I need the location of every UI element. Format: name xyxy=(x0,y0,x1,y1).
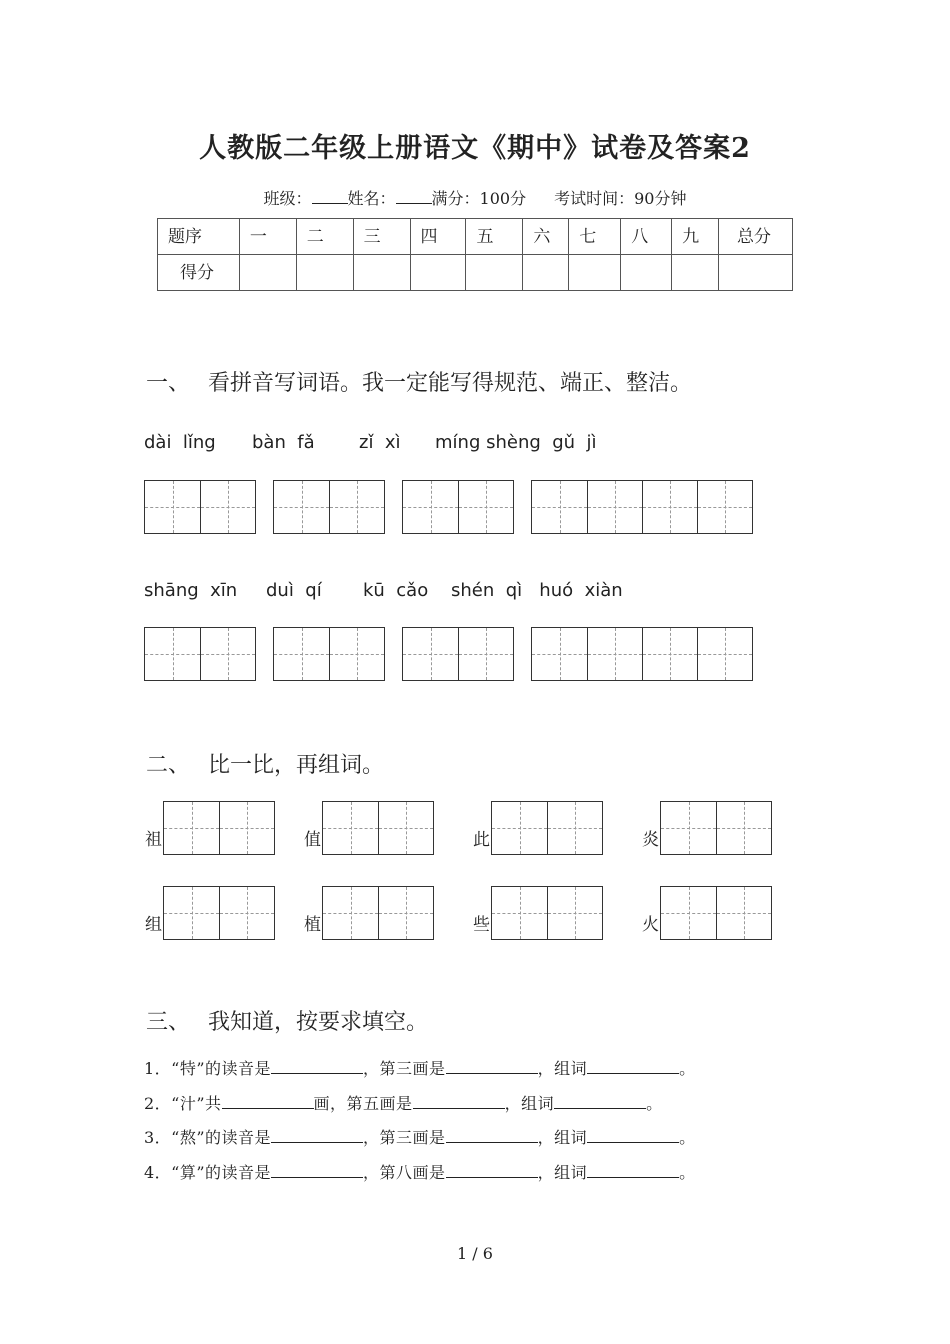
col-9: 九 xyxy=(672,219,719,255)
writing-grid[interactable] xyxy=(273,480,385,534)
compare-char: 组 xyxy=(145,915,162,935)
header-label: 题序 xyxy=(158,219,240,255)
compare-row-2 xyxy=(0,886,950,942)
section-3-number: 三、 xyxy=(146,1010,191,1035)
answer-blank[interactable] xyxy=(446,1059,538,1074)
class-label: 班级： xyxy=(263,189,312,208)
writing-grid[interactable] xyxy=(322,886,434,940)
answer-blank[interactable] xyxy=(446,1128,538,1143)
question-text: 2．“汁”共 xyxy=(144,1094,222,1113)
compare-char: 祖 xyxy=(145,830,162,850)
writing-grid[interactable] xyxy=(660,801,772,855)
score-cell[interactable] xyxy=(719,255,793,291)
question-text: 4．“算”的读音是 xyxy=(144,1163,272,1182)
writing-grid[interactable] xyxy=(531,627,753,681)
answer-blank[interactable] xyxy=(587,1163,679,1178)
question-text: ，组词 xyxy=(537,1128,588,1147)
score-cell[interactable] xyxy=(296,255,353,291)
answer-blank[interactable] xyxy=(222,1094,314,1109)
compare-char: 此 xyxy=(473,830,490,850)
answer-blank[interactable] xyxy=(271,1128,363,1143)
pinyin-4: míng shèng gǔ jì xyxy=(435,432,597,453)
score-cell[interactable] xyxy=(239,255,296,291)
score-label: 得分 xyxy=(158,255,240,291)
pinyin-8: shén qì huó xiàn xyxy=(451,580,623,601)
name-blank[interactable] xyxy=(396,189,432,204)
col-5: 五 xyxy=(466,219,523,255)
compare-char: 炎 xyxy=(642,830,659,850)
answer-blank[interactable] xyxy=(587,1059,679,1074)
col-4: 四 xyxy=(410,219,466,255)
compare-row-1 xyxy=(0,801,950,857)
answer-blank[interactable] xyxy=(271,1163,363,1178)
writing-grid[interactable] xyxy=(531,480,753,534)
pinyin-2: bàn fǎ xyxy=(252,432,315,453)
writing-grid[interactable] xyxy=(163,801,275,855)
writing-grid[interactable] xyxy=(144,627,256,681)
pinyin-7: kū cǎo xyxy=(363,580,429,601)
page-title: 人教版二年级上册语文《期中》试卷及答案2 xyxy=(199,133,751,164)
section-3-text: 我知道，按要求填空。 xyxy=(208,1010,429,1035)
score-cell[interactable] xyxy=(672,255,719,291)
writing-grid-row-1 xyxy=(0,480,950,536)
answer-blank[interactable] xyxy=(271,1059,363,1074)
question-text: ，组词 xyxy=(537,1059,588,1078)
col-3: 三 xyxy=(353,219,410,255)
section-1-text: 看拼音写词语。我一定能写得规范、端正、整洁。 xyxy=(208,371,693,396)
writing-grid[interactable] xyxy=(144,480,256,534)
compare-char: 植 xyxy=(304,915,321,935)
writing-grid[interactable] xyxy=(402,627,514,681)
col-total: 总分 xyxy=(719,219,793,255)
question-text: 。 xyxy=(679,1128,696,1147)
compare-char: 火 xyxy=(642,915,659,935)
col-1: 一 xyxy=(239,219,296,255)
fill-question-4 xyxy=(144,1160,696,1183)
col-2: 二 xyxy=(296,219,353,255)
writing-grid[interactable] xyxy=(402,480,514,534)
score-table-score-row xyxy=(158,255,793,291)
page-number: 1 / 6 xyxy=(457,1244,493,1263)
writing-grid[interactable] xyxy=(322,801,434,855)
section-2-number: 二、 xyxy=(146,753,191,778)
class-blank[interactable] xyxy=(312,189,348,204)
section-1-number: 一、 xyxy=(146,371,191,396)
col-7: 七 xyxy=(569,219,621,255)
exam-info xyxy=(0,186,950,209)
question-text: ，组词 xyxy=(537,1163,588,1182)
answer-blank[interactable] xyxy=(413,1094,505,1109)
question-text: 1．“特”的读音是 xyxy=(144,1059,272,1078)
answer-blank[interactable] xyxy=(587,1128,679,1143)
section-3-heading xyxy=(146,1005,428,1036)
question-text: ，第三画是 xyxy=(363,1059,446,1078)
answer-blank[interactable] xyxy=(554,1094,646,1109)
answer-blank[interactable] xyxy=(446,1163,538,1178)
question-text: 3．“熬”的读音是 xyxy=(144,1128,272,1147)
score-table-header-row xyxy=(158,219,793,255)
score-cell[interactable] xyxy=(353,255,410,291)
full-score: 满分：100分 xyxy=(431,189,527,208)
fill-question-3 xyxy=(144,1125,696,1148)
fill-question-1 xyxy=(144,1056,696,1079)
score-cell[interactable] xyxy=(621,255,672,291)
question-text: 。 xyxy=(679,1059,696,1078)
name-label: 姓名： xyxy=(347,189,396,208)
score-cell[interactable] xyxy=(410,255,466,291)
section-2-text: 比一比，再组词。 xyxy=(208,753,385,778)
compare-char: 些 xyxy=(473,915,490,935)
question-text: ，第八画是 xyxy=(363,1163,446,1182)
col-6: 六 xyxy=(523,219,569,255)
score-cell[interactable] xyxy=(569,255,621,291)
question-text: 。 xyxy=(679,1163,696,1182)
score-cell[interactable] xyxy=(523,255,569,291)
exam-time: 考试时间：90分钟 xyxy=(554,189,687,208)
compare-char: 值 xyxy=(304,830,321,850)
col-8: 八 xyxy=(621,219,672,255)
writing-grid[interactable] xyxy=(491,801,603,855)
question-text: ，第三画是 xyxy=(363,1128,446,1147)
score-table xyxy=(157,218,793,291)
writing-grid[interactable] xyxy=(660,886,772,940)
question-text: 画，第五画是 xyxy=(313,1094,413,1113)
question-text: 。 xyxy=(646,1094,663,1113)
question-text: ，组词 xyxy=(504,1094,555,1113)
section-1-heading xyxy=(146,366,692,397)
pinyin-1: dài lǐng xyxy=(144,432,216,453)
writing-grid[interactable] xyxy=(273,627,385,681)
pinyin-5: shāng xīn xyxy=(144,580,238,601)
writing-grid[interactable] xyxy=(163,886,275,940)
writing-grid-row-2 xyxy=(0,627,950,683)
section-2-heading xyxy=(146,748,384,779)
pinyin-3: zǐ xì xyxy=(359,432,401,453)
score-cell[interactable] xyxy=(466,255,523,291)
pinyin-6: duì qí xyxy=(266,580,322,601)
writing-grid[interactable] xyxy=(491,886,603,940)
fill-question-2 xyxy=(144,1091,663,1114)
